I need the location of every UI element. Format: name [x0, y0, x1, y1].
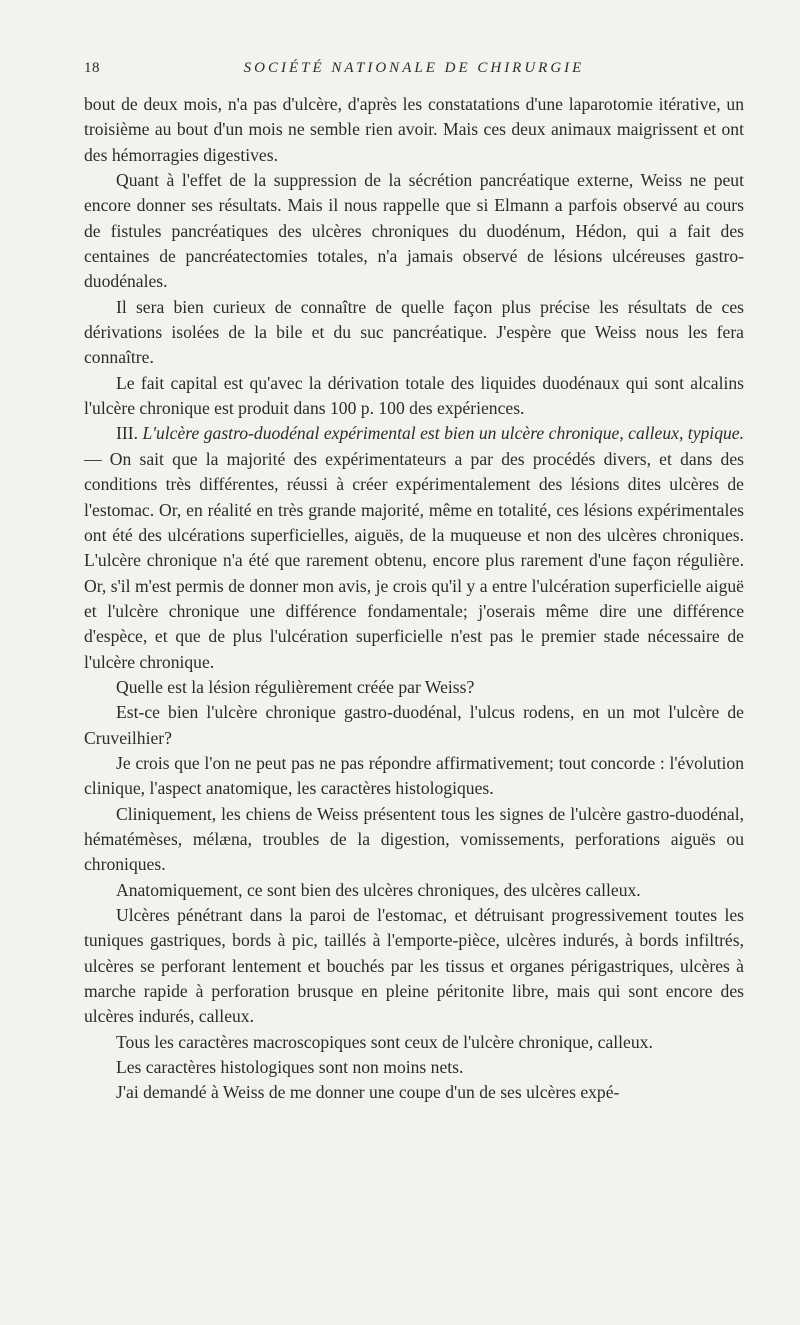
- body-text: [84, 92, 744, 1106]
- paragraph: J'ai demandé à Weiss de me donner une coupe d'un de ses ulcères expé-: [116, 1082, 620, 1103]
- paragraph: bout de deux mois, n'a pas d'ulcère, d'après les constatations d'une laparotomie itérative, un troisième au bout d'un mois ne semble rien avoir. Mais ces deux animaux maigrissent et ont des hémorragies digestives.: [84, 94, 744, 165]
- journal-title: SOCIÉTÉ NATIONALE DE CHIRURGIE: [243, 60, 585, 76]
- paragraph: Cliniquement, les chiens de Weiss présentent tous les signes de l'ulcère gastro-duodénal, hématémèses, mélæna, troubles de la digestion, vomissements, perforations aiguës ou chroniques.: [84, 803, 744, 875]
- page-number: 18: [84, 60, 100, 76]
- paragraph: Tous les caractères macroscopiques sont ceux de l'ulcère chronique, calleux.: [116, 1031, 653, 1052]
- section-heading: L'ulcère gastro-duodénal expérimental est bien un ulcère chronique, calleux, typique.: [142, 423, 744, 444]
- paragraph: Je crois que l'on ne peut pas ne pas répondre affirmativement; tout concorde : l'évolution clinique, l'aspect anatomique, les caractères histologiques.: [84, 752, 744, 799]
- paragraph: Il sera bien curieux de connaître de quelle façon plus précise les résultats de ces dérivations isolées de la bile et du suc pancréatique. J'espère que Weiss nous les fera connaître.: [84, 296, 744, 368]
- section-paragraph: [84, 421, 744, 674]
- paragraph: Quelle est la lésion régulièrement créée par Weiss?: [116, 676, 475, 697]
- paragraph: Anatomiquement, ce sont bien des ulcères chroniques, des ulcères calleux.: [116, 879, 641, 900]
- paragraph: Les caractères histologiques sont non moins nets.: [116, 1057, 464, 1078]
- running-header: [84, 60, 744, 84]
- section-number: III.: [116, 423, 138, 444]
- paragraph: Le fait capital est qu'avec la dérivation totale des liquides duodénaux qui sont alcalins l'ulcère chronique est produit dans 100 p. 100 des expériences.: [84, 372, 744, 419]
- paragraph: Est-ce bien l'ulcère chronique gastro-duodénal, l'ulcus rodens, en un mot l'ulcère de Cruveilhier?: [84, 702, 744, 748]
- paragraph: Quant à l'effet de la suppression de la sécrétion pancréatique externe, Weiss ne peut encore donner ses résultats. Mais il nous rappelle que si Elmann a parfois observé au cours de fistules pancréatiques des ulcères chroniques du duodénum, Hédon, qui a fait des centaines de pancréatectomies totales, n'a jamais observé de lésions ulcéreuses gastro-duodénales.: [84, 170, 744, 292]
- section-text: — On sait que la majorité des expérimentateurs a par des procédés divers, et dans des conditions très différentes, réussi à créer expérimentalement des lésions dites ulcères de l'estomac. Or, en réalité en très grande majorité, même en totalité, ces lésions expérimentales ont été des ulcérations superficielles, aiguës, de la muqueuse et non des ulcères chroniques. L'ulcère chronique n'a été que rarement obtenu, encore plus rarement d'une façon régulière. Or, s'il m'est permis de donner mon avis, je crois qu'il y a entre l'ulcération superficielle aiguë et l'ulcère chronique une différence fondamentale; j'oserais même dire une différence d'espèce, et que de plus l'ulcération superficielle n'est pas le premier stade nécessaire de l'ulcère chronique.: [84, 448, 744, 672]
- paragraph: Ulcères pénétrant dans la paroi de l'estomac, et détruisant progressivement toutes les tuniques gastriques, bords à pic, taillés à l'emporte-pièce, ulcères indurés, à bords infiltrés, ulcères se perforant lentement et bouchés par les tissus et organes périgastriques, ulcères à marche rapide à perforation brusque en pleine péritonite libre, mais qui sont encore des ulcères indurés, calleux.: [84, 905, 744, 1027]
